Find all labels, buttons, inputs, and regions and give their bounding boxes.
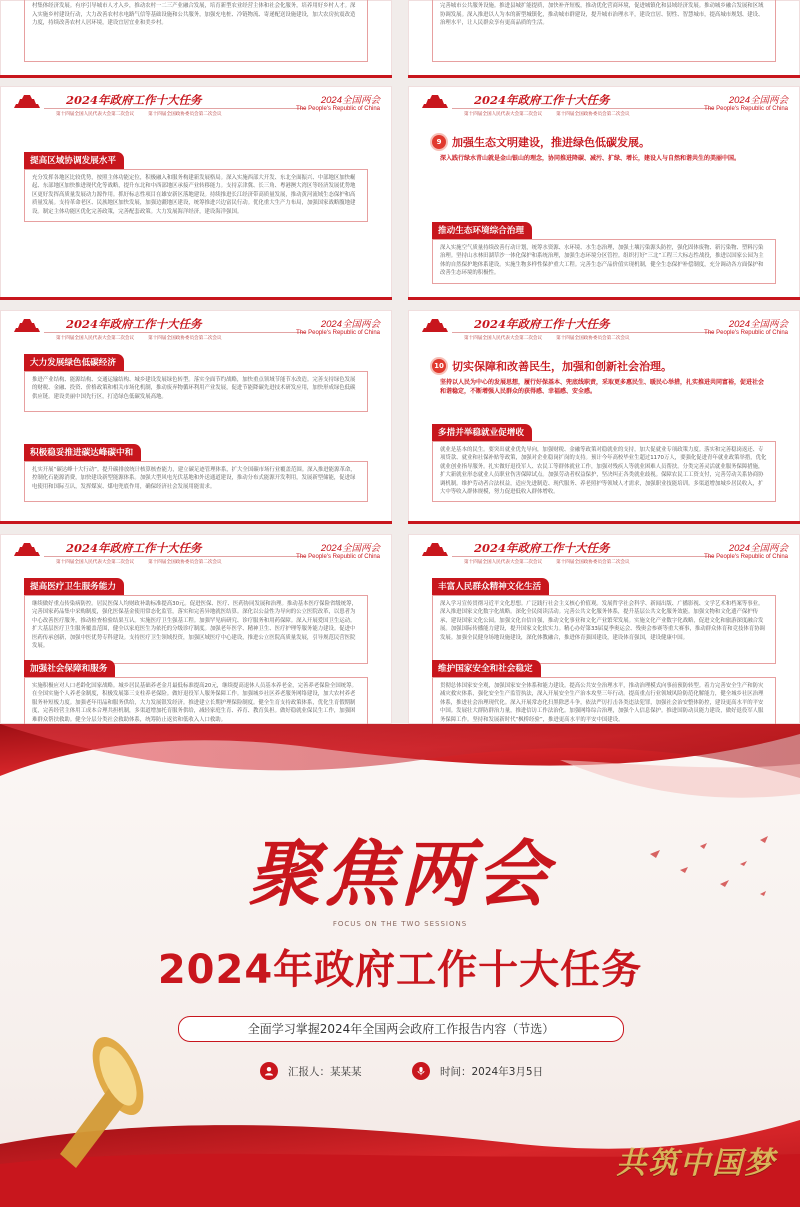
tiananmen-logo-icon [12,540,42,558]
slide-title: 2024年政府工作十大任务 [66,93,202,107]
two-sessions-brand: 2024全国两会 The People's Republic of China [704,95,788,112]
section-title: 加强社会保障和服务 [24,660,115,677]
section-title: 提高区域协调发展水平 [24,152,124,169]
slide-card-top-right [408,0,800,78]
section-body: 村集体经济发展。有序引导城市人才入乡，推动农村一二三产业融合发展，培育新型农业经营主体和社会化服务，培养用好乡村人才。深入实施乡村建设行动，大力改善农村水电路气信等基础设施和公共服务，加强充电桩、冷链物流、寄递配送设施建设，加大农房抗震改造力度，持续改善农村人居环境，建设宜居宜业和美乡村。 [24,0,368,62]
slide-subtitle: 第十四届全国人民代表大会第二次会议 第十四届全国政协委员会第二次会议 [56,560,222,565]
section-body: 就业是基本的民生。要突出就业优先导向，加强财税、金融等政策对稳就业的支持，加大促就业专项政策力度。落实和完善稳岗返还、专项贷款、就业和社保补贴等政策，加强对企业稳岗扩岗的支持。预计今年高校毕业生超过1170万人，要强化促进青年就业政策举措，优化就业创业指导服务。扎实做好退役军人、农民工等群体就业工作，加强对残疾人等就业困难人员帮扶。分类完善灵活就业服务保障措施，扩大新就业形态就业人员职业伤害保障试点。加强劳动者权益保护，坚决纠正各类就业歧视。保障农民工工资支付，完善劳动关系协商协调机制。维护劳动者合法权益，适应先进制造、现代服务、养老照护等领域人才需求，加强职业技能培训。多渠道增加城乡居民收入，扩大中等收入群体规模，努力促进低收入群体增收。 [432,441,776,502]
task-title: 切实保障和改善民生，加强和创新社会治理。 [452,360,672,373]
slide-card-regional [0,86,392,300]
tiananmen-logo-icon [420,540,450,558]
cover-slide [0,724,800,1207]
tiananmen-logo-icon [12,92,42,110]
slide-subtitle: 第十四届全国人民代表大会第二次会议 第十四届全国政协委员会第二次会议 [56,112,222,117]
section-body: 充分发挥各地区比较优势，按照主体功能定位，积极融入和服务构建新发展格局。深入实施西部大开发、东北全面振兴、中部地区加快崛起、东部地区加快推进现代化等战略，提升东北和中西部地区承接产业转移能力。支持京津冀、长三角、粤港澳大湾区等经济发展优势地区更好发挥高质量发展动力源作用。抓好标志性项目在雄安新区落地建设。持续推进长江经济带高质量发展，推动黄河流域生态保护和高质量发展。支持革命老区、民族地区加快发展，加强边疆地区建设，统筹推进兴边富民行动。优化重大生产力布局，加强国家战略腹地建设。制定主体功能区优化完善政策，完善配套政策。大力发展海洋经济，建设海洋强国。 [24,169,368,222]
section-body: 推进产业结构、能源结构、交通运输结构、城乡建设发展绿色转型。落实全面节约战略，加快重点领域节能节水改造。完善支持绿色发展的财税、金融、投资、价格政策和相关市场化机制，推动废弃物循环利用产业发展，促进节能降碳先进技术研发应用，加快形成绿色低碳供应链。建设美丽中国先行区，打造绿色低碳发展高地。 [24,371,368,412]
slide-header [0,534,392,570]
slide-header [0,310,392,346]
task-number-badge: 10 [432,359,446,373]
slide-subtitle: 第十四届全国人民代表大会第二次会议 第十四届全国政协委员会第二次会议 [56,336,222,341]
section-body: 继续做好重点传染病防控。居民医保人均财政补助标准提高30元。促进医保、医疗、医药协同发展和治理。推动基本医疗保险省级统筹，完善国家药品集中采购制度，强化医保基金使用常态化监管，落实和完善异地就医结算。深化以公益性为导向的公立医院改革，以患者为中心改善医疗服务，推动检查检验结果互认。实施医疗卫生强基工程。加强罕见病研究、诊疗服务和用药保障。深入开展爱国卫生运动。扩大基层医疗卫生服务覆盖范围，健全以家庭医生为依托的分级诊疗制度。加强老年医学、精神卫生、医疗护理等服务能力建设。促进中医药传承创新，加强中医优势专科建设。支持医疗卫生领域投资，加强区域医疗中心建设，推进公立医院高质量发展，引导规范民营医院发展。 [24,595,368,664]
header-divider [452,332,714,333]
card-bottom-bar [408,521,800,524]
slide-subtitle: 第十四届全国人民代表大会第二次会议 第十四届全国政协委员会第二次会议 [464,336,630,341]
date-label: 时间：2024年3月5日 [440,1065,544,1078]
task-description: 深入践行绿水青山就是金山银山的理念，协同推进降碳、减污、扩绿、增长，建设人与自然和谐共生的美丽中国。 [440,155,741,162]
task-number-badge: 9 [432,135,446,149]
slide-title: 2024年政府工作十大任务 [474,317,610,331]
slide-header [0,86,392,122]
card-bottom-bar [408,75,800,78]
header-divider [44,108,306,109]
section-body: 完善城市公共服务设施。推进县城扩能提质，加快补齐短板，推动优化营商环境，促进城镇化和县域经济发展。推动城乡融合发展和区域协调发展。深入推进以人为本的新型城镇化，推动城市群建设，提升城市治理水平，建设宜居、韧性、智慧城市，提高城市规划、建设、治理水平，让人民群众享有更高品质的生活。 [432,0,776,62]
tiananmen-logo-icon [12,316,42,334]
cover-main-title: 2024年政府工作十大任务 [157,947,643,993]
cover-slogan: 共筑中国梦 [616,1146,776,1181]
section-title: 提高医疗卫生服务能力 [24,578,124,595]
slide-title: 2024年政府工作十大任务 [66,541,202,555]
section-title: 丰富人民群众精神文化生活 [432,578,549,595]
reporter-label: 汇报人：某某某 [288,1065,362,1078]
card-bottom-bar [0,75,392,78]
tiananmen-logo-icon [420,92,450,110]
slide-title: 2024年政府工作十大任务 [66,317,202,331]
slide-title: 2024年政府工作十大任务 [474,93,610,107]
microphone-icon [412,1062,430,1080]
date-info [412,1062,543,1080]
section-title: 多措并举稳就业促增收 [432,424,532,441]
section-title: 大力发展绿色低碳经济 [24,354,124,371]
slide-header [408,86,800,122]
two-sessions-brand: 2024全国两会 The People's Republic of China [704,319,788,336]
section-title: 积极稳妥推进碳达峰碳中和 [24,444,141,461]
card-bottom-bar [408,297,800,300]
slide-card-healthcare [0,534,392,724]
task-title: 加强生态文明建设，推进绿色低碳发展。 [452,136,650,149]
slide-card-livelihood [408,310,800,524]
two-sessions-brand: 2024全国两会 The People's Republic of China [296,319,380,336]
header-divider [452,108,714,109]
section-title: 推动生态环境综合治理 [432,222,532,239]
cover-english-caption: FOCUS ON THE TWO SESSIONS [332,920,468,928]
section-body: 实施积极应对人口老龄化国家战略。城乡居民基础养老金月最低标准提高20元，继续提高退休人员基本养老金，完善养老保险全国统筹。在全国实施个人养老金制度，积极发展第三支柱养老保险。做好退役军人服务保障工作。加强城乡社区养老服务网络建设，加大农村养老服务补短板力度。加强老年用品和服务供给，大力发展银发经济。推进建立长期护理保险制度。健全生育支持政策体系，优化生育假期制度，完善经营主体用工成本合理共担机制，多渠道增加托育服务供给，减轻家庭生育、养育、教育负担。做好稳就业保民生工作，加强困难群众帮扶救助。健全分层分类社会救助体系，统筹防止返贫和低收入人口救助。 [24,677,368,736]
slide-card-green-economy [0,310,392,524]
header-divider [44,332,306,333]
slide-card-top-left [0,0,392,78]
slide-header [408,534,800,570]
slide-header [408,310,800,346]
user-icon [260,1062,278,1080]
card-bottom-bar [0,297,392,300]
two-sessions-brand: 2024全国两会 The People's Republic of China [296,95,380,112]
cover-calligraphy-title: 聚焦两会 [247,831,552,916]
section-body: 扎实开展“碳达峰十大行动”。提升碳排放统计核算核查能力，建立碳足迹管理体系，扩大全国碳市场行业覆盖范围。深入推进能源革命，控制化石能源消费，加快建设新型能源体系。加强大型风电光伏基地和外送通道建设，推动分布式能源开发利用，发展新型储能，促进绿电使用和国际互认，发挥煤炭、煤电兜底作用，确保经济社会发展用能需求。 [24,461,368,502]
section-body: 深入实施空气质量持续改善行动计划，统筹水资源、水环境、水生态治理，加强土壤污染源头防控，强化固体废物、新污染物、塑料污染治理。坚持山水林田湖草沙一体化保护和系统治理，加强生态环境分区管控。组织打好“三北”工程三大标志性战役，推进以国家公园为主体的自然保护地体系建设。实施生物多样性保护重大工程。完善生态产品价值实现机制，健全生态保护补偿制度，充分调动各方面保护和改善生态环境的积极性。 [432,239,776,284]
slide-title: 2024年政府工作十大任务 [474,541,610,555]
tiananmen-logo-icon [420,316,450,334]
two-sessions-brand: 2024全国两会 The People's Republic of China [296,543,380,560]
header-divider [452,556,714,557]
reporter-info [260,1062,362,1080]
section-body: 贯彻总体国家安全观，加强国家安全体系和能力建设。提高公共安全治理水平，推动治理模式向事前预防转型。着力完善安全生产和防灾减灾救灾体系，强化安全生产监管执法，深入开展安全生产治本攻坚三年行动。提高重点行业领域风险防范化解能力，健全城乡社区治理体系，推进社会治理现代化。深入开展常态化扫黑除恶斗争，依法严厉打击各类违法犯罪，加强社会治安整体防控，建设更高水平的平安中国。发展壮大群防群治力量，推进信访工作法治化。加强网络综合治理，加强个人信息保护。推进国防动员能力建设，做好退役军人服务保障工作。坚持和发展新时代“枫桥经验”，推进更高水平的平安中国建设。 [432,677,776,736]
section-title: 维护国家安全和社会稳定 [432,660,541,677]
slide-card-culture-security [408,534,800,724]
task-description: 坚持以人民为中心的发展思想，履行好保基本、兜底线职责，采取更多惠民生、暖民心举措，扎实推进共同富裕，促进社会和谐稳定，不断增强人民群众的获得感、幸福感、安全感。 [440,379,765,396]
section-body: 深入学习宣传贯彻习近平文化思想。广泛践行社会主义核心价值观。发展哲学社会科学、新闻出版、广播影视、文学艺术和档案等事业。深入推进国家文化数字化战略。深化全民阅读活动。完善公共文化服务体系，提升基层公共文化服务效能。加强文物和文化遗产保护传承，建设国家文化公园。加强文化自信自强，推动文化事业和文化产业繁荣发展。实施文化产业数字化战略，促进文化和旅游深度融合发展。加强国际传播能力建设，提升国家文化软实力。精心办好第33届夏季奥运会、残奥会参赛等重大赛事，推动群众体育和竞技体育协调发展。加强全民健身场地设施建设，深化体教融合，推进体育强国建设，建设体育强国，建设健康中国。 [432,595,776,664]
header-divider [44,556,306,557]
slide-subtitle: 第十四届全国人民代表大会第二次会议 第十四届全国政协委员会第二次会议 [464,112,630,117]
two-sessions-brand: 2024全国两会 The People's Republic of China [704,543,788,560]
slide-subtitle: 第十四届全国人民代表大会第二次会议 第十四届全国政协委员会第二次会议 [464,560,630,565]
slide-card-ecology [408,86,800,300]
cover-subtitle-pill: 全面学习掌握2024年全国两会政府工作报告内容（节选） [178,1016,624,1042]
card-bottom-bar [0,521,392,524]
